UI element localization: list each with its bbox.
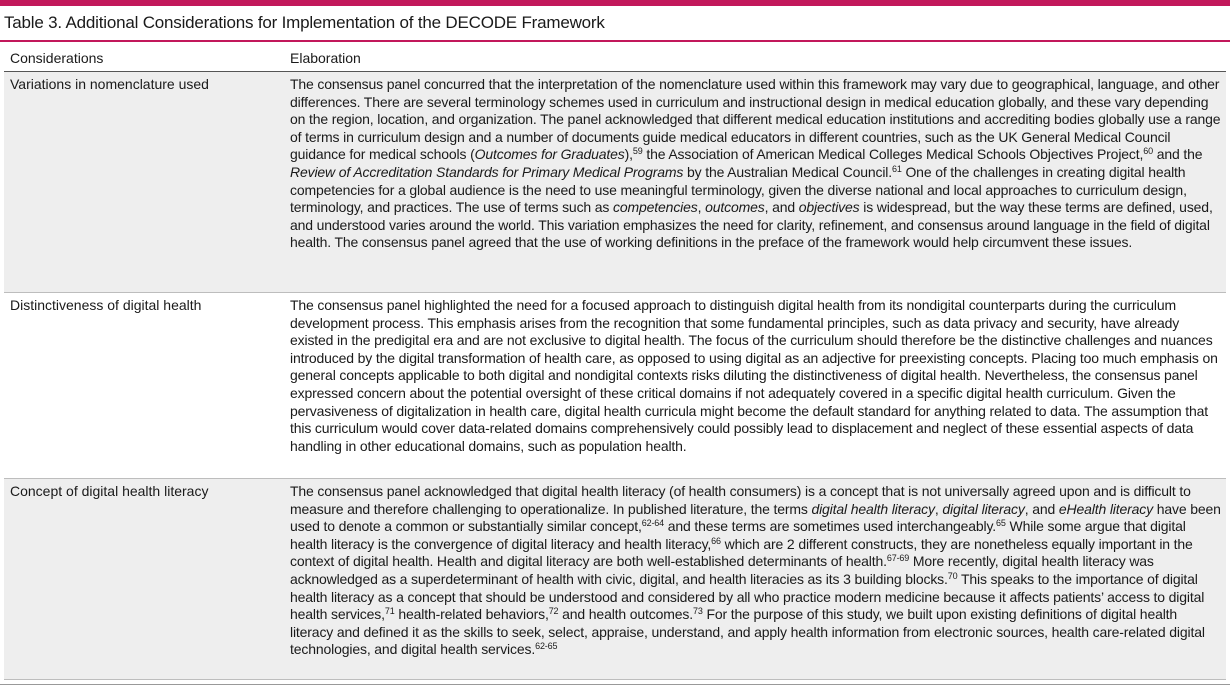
elaboration-cell [290,483,1222,659]
consideration-cell: Concept of digital health literacy [10,483,209,499]
elaboration-text: , [697,199,706,216]
elaboration-cell [290,76,1222,252]
reference-citation: 67-69 [886,553,910,564]
elaboration-text: The consensus panel concurred that the interpretation of the nomenclature used within this framework may vary due to geographical, language, and other differences. There are several terminology schemes used in curriculum and instructional design in medical education globally, and these vary depending on the region, location, and organization. The panel acknowledged that different medical education institutions and accrediting bodies globally use a range of terms in curriculum design and a number of documents guide medical educators in different countries, such as the UK General Medical Council guidance for medical schools ( [290,76,1221,163]
elaboration-text: Outcomes for Graduates [474,146,625,163]
elaboration-text: which are 2 different constructs, they are nonetheless equally important in the context of digital health. Health and digital literacy are both well-established determinants of health. [290,535,1193,570]
elaboration-text: have been used to denote a common or substantially similar concept, [290,500,1221,535]
reference-citation: 62-65 [535,641,558,652]
elaboration-text: competencies [613,199,698,216]
elaboration-text: eHealth literacy [1058,500,1153,517]
elaboration-text: by the Australian Medical Council. [683,163,892,180]
reference-citation: 62-64 [641,518,665,529]
elaboration-text: , and [764,199,799,216]
elaboration-text: This speaks to the importance of digital health literacy as a concept that should be understood and considered by all who practice modern medicine because it affects patients’ access to digital health services, [290,570,1205,623]
table-bottom-rule [0,684,1230,685]
elaboration-text: digital literacy [942,500,1025,517]
table-title: Table 3. Additional Considerations for Implementation of the DECODE Framework [4,13,605,32]
reference-citation: 70 [947,570,958,581]
reference-citation: 59 [632,146,643,157]
elaboration-text: digital health literacy [811,500,935,517]
reference-citation: 61 [891,163,902,174]
elaboration-text: and health outcomes. [558,606,694,623]
reference-citation: 73 [693,606,703,617]
elaboration-text: ), [624,146,633,163]
table-row [4,72,1226,293]
elaboration-text: Review of Accreditation Standards for Primary Medical Programs [290,163,684,180]
elaboration-text: and the [1152,146,1203,163]
elaboration-text: the Association of American Medical Colleges Medical Schools Objectives Project, [642,146,1144,163]
elaboration-cell [290,297,1222,455]
table-row [4,479,1226,680]
elaboration-text: , [934,500,943,517]
elaboration-text: health-related behaviors, [394,606,549,623]
table-row [4,293,1226,479]
reference-citation: 65 [996,518,1006,529]
elaboration-text: and these terms are sometimes used interchangeably. [664,518,997,535]
column-header-considerations: Considerations [10,50,104,66]
reference-citation: 66 [711,535,721,546]
elaboration-text: is widespread, but the way these terms are defined, used, and understood varies around the world. This variation emphasizes the need for clarity, refinement, and consensus around language in the field of digital health. The consensus panel agreed that the use of working definitions in the preface of the framework would help circumvent these issues. [290,199,1213,251]
elaboration-text: , and [1024,500,1059,517]
reference-citation: 60 [1143,146,1153,157]
table-header-row [4,42,1226,72]
elaboration-text: More recently, digital health literacy was acknowledged as a superdeterminant of health with civic, digital, and health literacies as its 3 building blocks. [290,553,1154,587]
considerations-table [4,42,1226,680]
elaboration-text: While some argue that digital health literacy is the convergence of digital literacy and health literacy, [290,518,1186,552]
consideration-cell: Distinctiveness of digital health [10,297,202,313]
elaboration-text: outcomes [705,199,765,216]
reference-citation: 71 [384,606,395,617]
elaboration-text: For the purpose of this study, we built upon existing definitions of digital health literacy and defined it as the skills to seek, select, appraise, understand, and apply health information from electronic sources, health care-related digital technologies, and digital health services. [290,606,1205,658]
elaboration-text: objectives [798,199,860,216]
elaboration-text: The consensus panel acknowledged that digital health literacy (of health consumers) is a concept that is not universally agreed upon and is difficult to measure and therefore challenging to operationalize. In published literature, the terms [290,483,1191,517]
top-accent-bar [0,0,1230,6]
consideration-cell: Variations in nomenclature used [10,76,209,92]
elaboration-text: The consensus panel highlighted the need for a focused approach to distinguish digital health from its nondigital counterparts during the curriculum development process. This emphasis arises from the recognition that some fundamental principles, such as data privacy and security, have already existed in the predigital era and are not exclusive to digital health. The focus of the curriculum should therefore be the distinctive challenges and nuances introduced by the digital transformation of health care, as opposed to using digital as an adjective for preexisting concepts. Placing too much emphasis on general concepts applicable to both digital and nondigital contexts risks diluting the distinctiveness of digital health. Nevertheless, the consensus panel expressed concern about the potential oversight of these critical domains if not adequately covered in a specific digital health curriculum. Given the pervasiveness of digitalization in health care, digital health curricula might become the default standard for anything related to data. The assumption that this curriculum would cover data-related domains comprehensively could possibly lead to displacement and neglect of these essential aspects of data handling in other educational domains, such as population health. [290,297,1218,454]
elaboration-text: One of the challenges in creating digital health competencies for a global audience is the need to use meaningful terminology, given the diverse national and local approaches to curriculum design, terminology, and practices. The use of terms such as [290,163,1187,216]
column-header-elaboration: Elaboration [290,50,361,66]
reference-citation: 72 [548,606,559,617]
